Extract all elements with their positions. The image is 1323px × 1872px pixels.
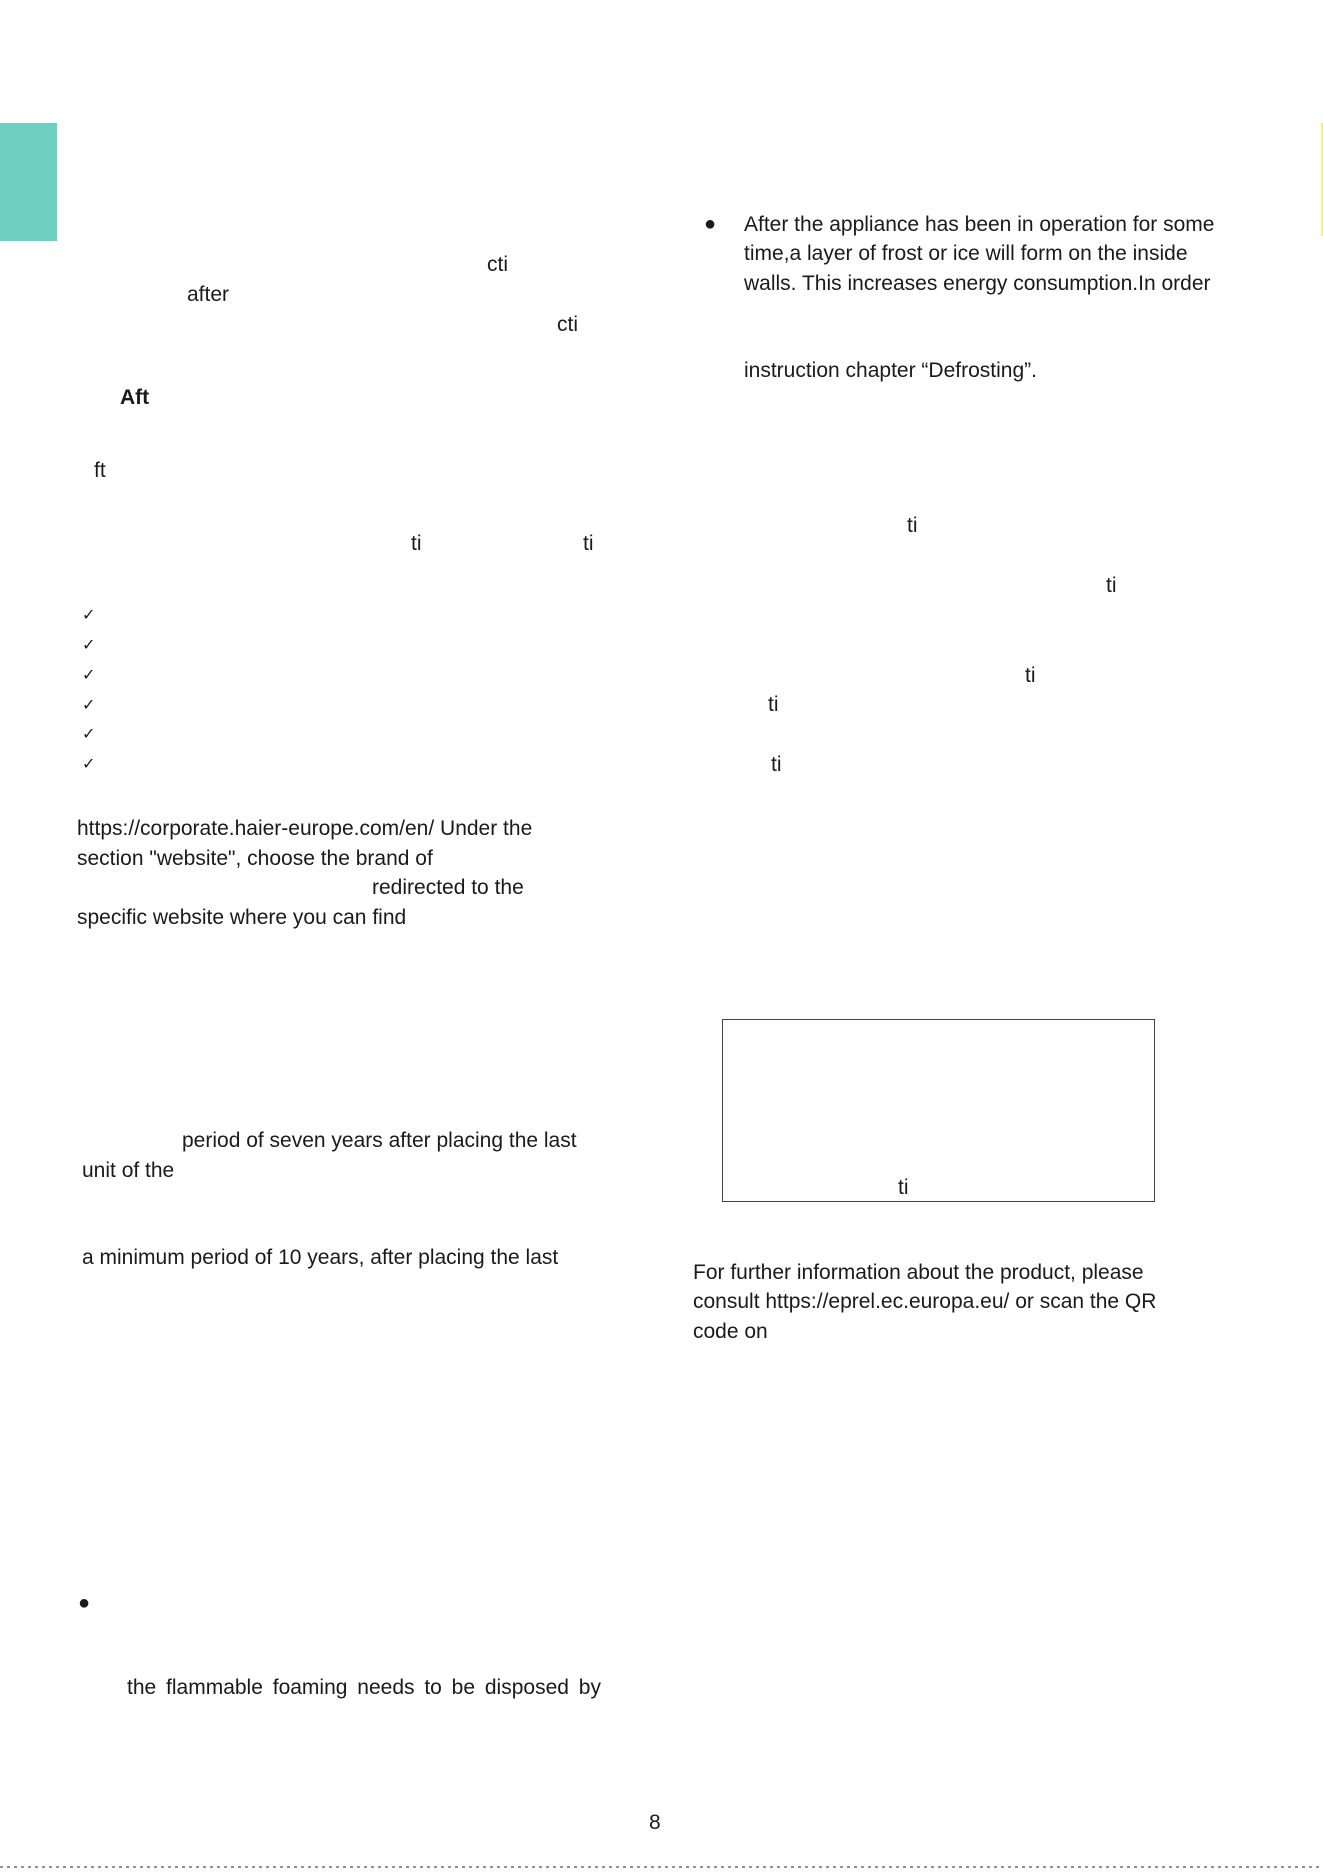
text-fragment: ti (411, 532, 422, 555)
checkmark-icon: ✓ (82, 607, 96, 624)
info-line: For further information about the product, please (693, 1261, 1144, 1284)
website-line: section "website", choose the brand of (77, 847, 433, 870)
checkmark-icon: ✓ (82, 637, 96, 654)
frost-line: time,a layer of frost or ice will form on the inside (744, 242, 1188, 265)
framed-box (722, 1019, 1155, 1202)
heading-fragment: Aft (120, 386, 150, 409)
info-line: code on (693, 1320, 768, 1343)
text-fragment: ft (94, 459, 106, 482)
text-fragment: ti (768, 693, 779, 716)
text-fragment: after (187, 283, 230, 306)
info-line: consult https://eprel.ec.europa.eu/ or scan the QR (693, 1290, 1157, 1313)
website-line: redirected to the (372, 876, 524, 899)
checkmark-icon: ✓ (82, 697, 96, 714)
text-fragment: ti (898, 1176, 909, 1199)
defrosting-reference: instruction chapter “Defrosting”. (744, 359, 1037, 382)
spare-parts-line: period of seven years after placing the last (182, 1129, 577, 1152)
frost-line: walls. This increases energy consumption.In order (744, 272, 1211, 295)
checkmark-icon: ✓ (82, 667, 96, 684)
spare-parts-line: unit of the (82, 1159, 175, 1182)
frost-line: After the appliance has been in operation for some (744, 213, 1215, 236)
disposal-line: the flammable foaming needs to be disposed by (127, 1676, 601, 1699)
text-fragment: ti (1025, 664, 1036, 687)
checkmark-icon: ✓ (82, 726, 96, 743)
text-fragment: cti (487, 253, 508, 276)
bottom-divider (0, 1866, 1323, 1868)
checkmark-icon: ✓ (82, 756, 96, 773)
text-fragment: cti (557, 313, 578, 336)
text-fragment: ti (1106, 574, 1117, 597)
text-fragment: ti (907, 514, 918, 537)
section-tab-marker (0, 123, 57, 241)
spare-parts-line: a minimum period of 10 years, after placing the last (82, 1246, 559, 1269)
text-fragment: ti (771, 753, 782, 776)
text-fragment: ti (583, 532, 594, 555)
bullet-icon: ● (704, 213, 717, 235)
bullet-icon: ● (78, 1592, 91, 1614)
website-line: https://corporate.haier-europe.com/en/ Under the (77, 817, 533, 840)
website-line: specific website where you can find (77, 906, 407, 929)
page-number: 8 (649, 1811, 661, 1834)
